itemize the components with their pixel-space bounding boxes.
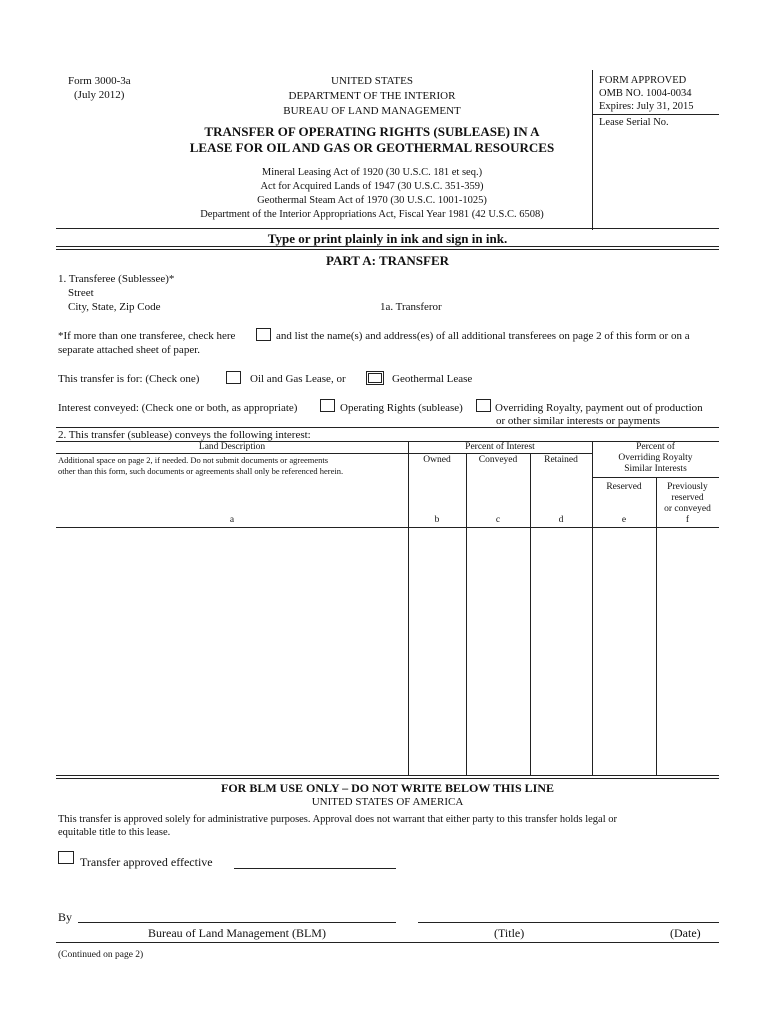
transferee-label: 1. Transferee (Sublessee)* bbox=[58, 273, 175, 285]
act-4: Department of the Interior Appropriations Act, Fiscal Year 1981 (42 U.S.C. 6508) bbox=[200, 209, 544, 220]
column-a-label: a bbox=[229, 515, 235, 525]
form-title-line-2: LEASE FOR OIL AND GAS OR GEOTHERMAL RESOURCES bbox=[189, 140, 555, 155]
multiple-note: *If more than one transferee, check here bbox=[58, 330, 236, 342]
retained-input[interactable] bbox=[532, 530, 594, 776]
united-states-of-america: UNITED STATES OF AMERICA bbox=[311, 796, 464, 808]
blm-use-only-title: FOR BLM USE ONLY – DO NOT WRITE BELOW THIS LINE bbox=[221, 781, 554, 795]
geothermal-checkbox[interactable] bbox=[366, 371, 384, 385]
omb-number: OMB NO. 1004-0034 bbox=[599, 88, 692, 99]
oil-gas-label: Oil and Gas Lease, or bbox=[250, 373, 346, 385]
title-date-field[interactable] bbox=[418, 922, 719, 923]
land-description-header: Land Description bbox=[198, 442, 266, 452]
blm-label: Bureau of Land Management (BLM) bbox=[148, 926, 326, 940]
instruction-text: Type or print plainly in ink and sign in ink. bbox=[267, 231, 508, 246]
land-description-input[interactable] bbox=[58, 530, 408, 776]
overriding-header-1: Percent of bbox=[636, 442, 675, 452]
operating-rights-label: Operating Rights (sublease) bbox=[340, 402, 463, 414]
continued-on-page-2: (Continued on page 2) bbox=[58, 950, 144, 960]
overriding-royalty-checkbox[interactable] bbox=[476, 399, 491, 412]
approval-statement-line-2: equitable title to this lease. bbox=[58, 827, 171, 838]
title-label: (Title) bbox=[494, 926, 525, 940]
by-label: By bbox=[58, 910, 73, 924]
owned-header: Owned bbox=[423, 455, 451, 465]
lease-serial-label: Lease Serial No. bbox=[599, 117, 669, 128]
blm-signature-field[interactable] bbox=[78, 922, 396, 923]
overriding-royalty-label: Overriding Royalty, payment out of production bbox=[495, 402, 703, 414]
overriding-header-3: Similar Interests bbox=[624, 464, 687, 474]
act-2: Act for Acquired Lands of 1947 (30 U.S.C. 351-359) bbox=[260, 181, 484, 192]
effective-date-field[interactable] bbox=[234, 868, 396, 869]
multiple-note-continuation: and list the name(s) and address(es) of all additional transferees on page 2 of this form or on a bbox=[276, 330, 690, 342]
land-description-note-1: Additional space on page 2, if needed. Do not submit documents or agreements bbox=[58, 455, 329, 465]
transferor-label: 1a. Transferor bbox=[380, 301, 442, 313]
previously-header-1: Previously bbox=[667, 482, 708, 492]
city-input[interactable] bbox=[170, 299, 374, 317]
form-date: (July 2012) bbox=[74, 89, 125, 101]
conveyed-header: Conveyed bbox=[478, 455, 518, 465]
date-label: (Date) bbox=[670, 926, 701, 940]
percent-interest-header: Percent of Interest bbox=[465, 442, 535, 452]
transfer-approved-label: Transfer approved effective bbox=[80, 855, 213, 869]
column-c-label: c bbox=[495, 515, 501, 525]
expiration-date: Expires: July 31, 2015 bbox=[599, 101, 694, 112]
operating-rights-checkbox[interactable] bbox=[320, 399, 335, 412]
multiple-note-line-2: separate attached sheet of paper. bbox=[58, 344, 201, 356]
previously-header-3: or conveyed bbox=[664, 504, 711, 514]
interest-conveyed-label: Interest conveyed: (Check one or both, as appropriate) bbox=[58, 402, 298, 414]
conveyed-input[interactable] bbox=[468, 530, 532, 776]
agency-line-1: UNITED STATES bbox=[331, 75, 413, 87]
approval-box-border bbox=[592, 70, 593, 230]
column-f-label: f bbox=[685, 515, 690, 525]
column-e-label: e bbox=[621, 515, 627, 525]
approval-statement-line-1: This transfer is approved solely for administrative purposes. Approval does not warrant that either party to this transfer holds legal or bbox=[58, 814, 617, 825]
column-d-label: d bbox=[558, 515, 564, 525]
form-title-line-1: TRANSFER OF OPERATING RIGHTS (SUBLEASE) IN A bbox=[204, 124, 540, 139]
multiple-transferees-checkbox[interactable] bbox=[256, 328, 271, 341]
section-2-label: 2. This transfer (sublease) conveys the following interest: bbox=[58, 429, 311, 441]
oil-gas-checkbox[interactable] bbox=[226, 371, 241, 384]
agency-line-2: DEPARTMENT OF THE INTERIOR bbox=[288, 90, 456, 102]
act-1: Mineral Leasing Act of 1920 (30 U.S.C. 181 et seq.) bbox=[261, 167, 483, 178]
owned-input[interactable] bbox=[410, 530, 468, 776]
previously-reserved-input[interactable] bbox=[658, 530, 721, 776]
column-b-label: b bbox=[434, 515, 440, 525]
transferor-input[interactable] bbox=[462, 299, 721, 317]
geothermal-label: Geothermal Lease bbox=[392, 373, 473, 385]
reserved-input[interactable] bbox=[594, 530, 658, 776]
part-a-title: PART A: TRANSFER bbox=[325, 253, 450, 268]
transfer-approved-checkbox[interactable] bbox=[58, 851, 74, 864]
street-label: Street bbox=[68, 287, 94, 299]
city-label: City, State, Zip Code bbox=[68, 301, 161, 313]
form-number: Form 3000-3a bbox=[68, 75, 131, 87]
form-approved: FORM APPROVED bbox=[599, 75, 687, 86]
agency-line-3: BUREAU OF LAND MANAGEMENT bbox=[283, 105, 461, 117]
retained-header: Retained bbox=[544, 455, 578, 465]
reserved-header: Reserved bbox=[606, 482, 642, 492]
previously-header-2: reserved bbox=[671, 493, 704, 503]
act-3: Geothermal Steam Act of 1970 (30 U.S.C. 1001-1025) bbox=[257, 195, 487, 206]
overriding-royalty-label-2: or other similar interests or payments bbox=[496, 415, 661, 427]
lease-serial-input[interactable] bbox=[598, 132, 720, 152]
transfer-for-label: This transfer is for: (Check one) bbox=[58, 373, 200, 385]
land-description-note-2: other than this form, such documents or agreements shall only be referenced herein. bbox=[58, 466, 344, 476]
overriding-header-2: Overriding Royalty bbox=[618, 453, 693, 463]
